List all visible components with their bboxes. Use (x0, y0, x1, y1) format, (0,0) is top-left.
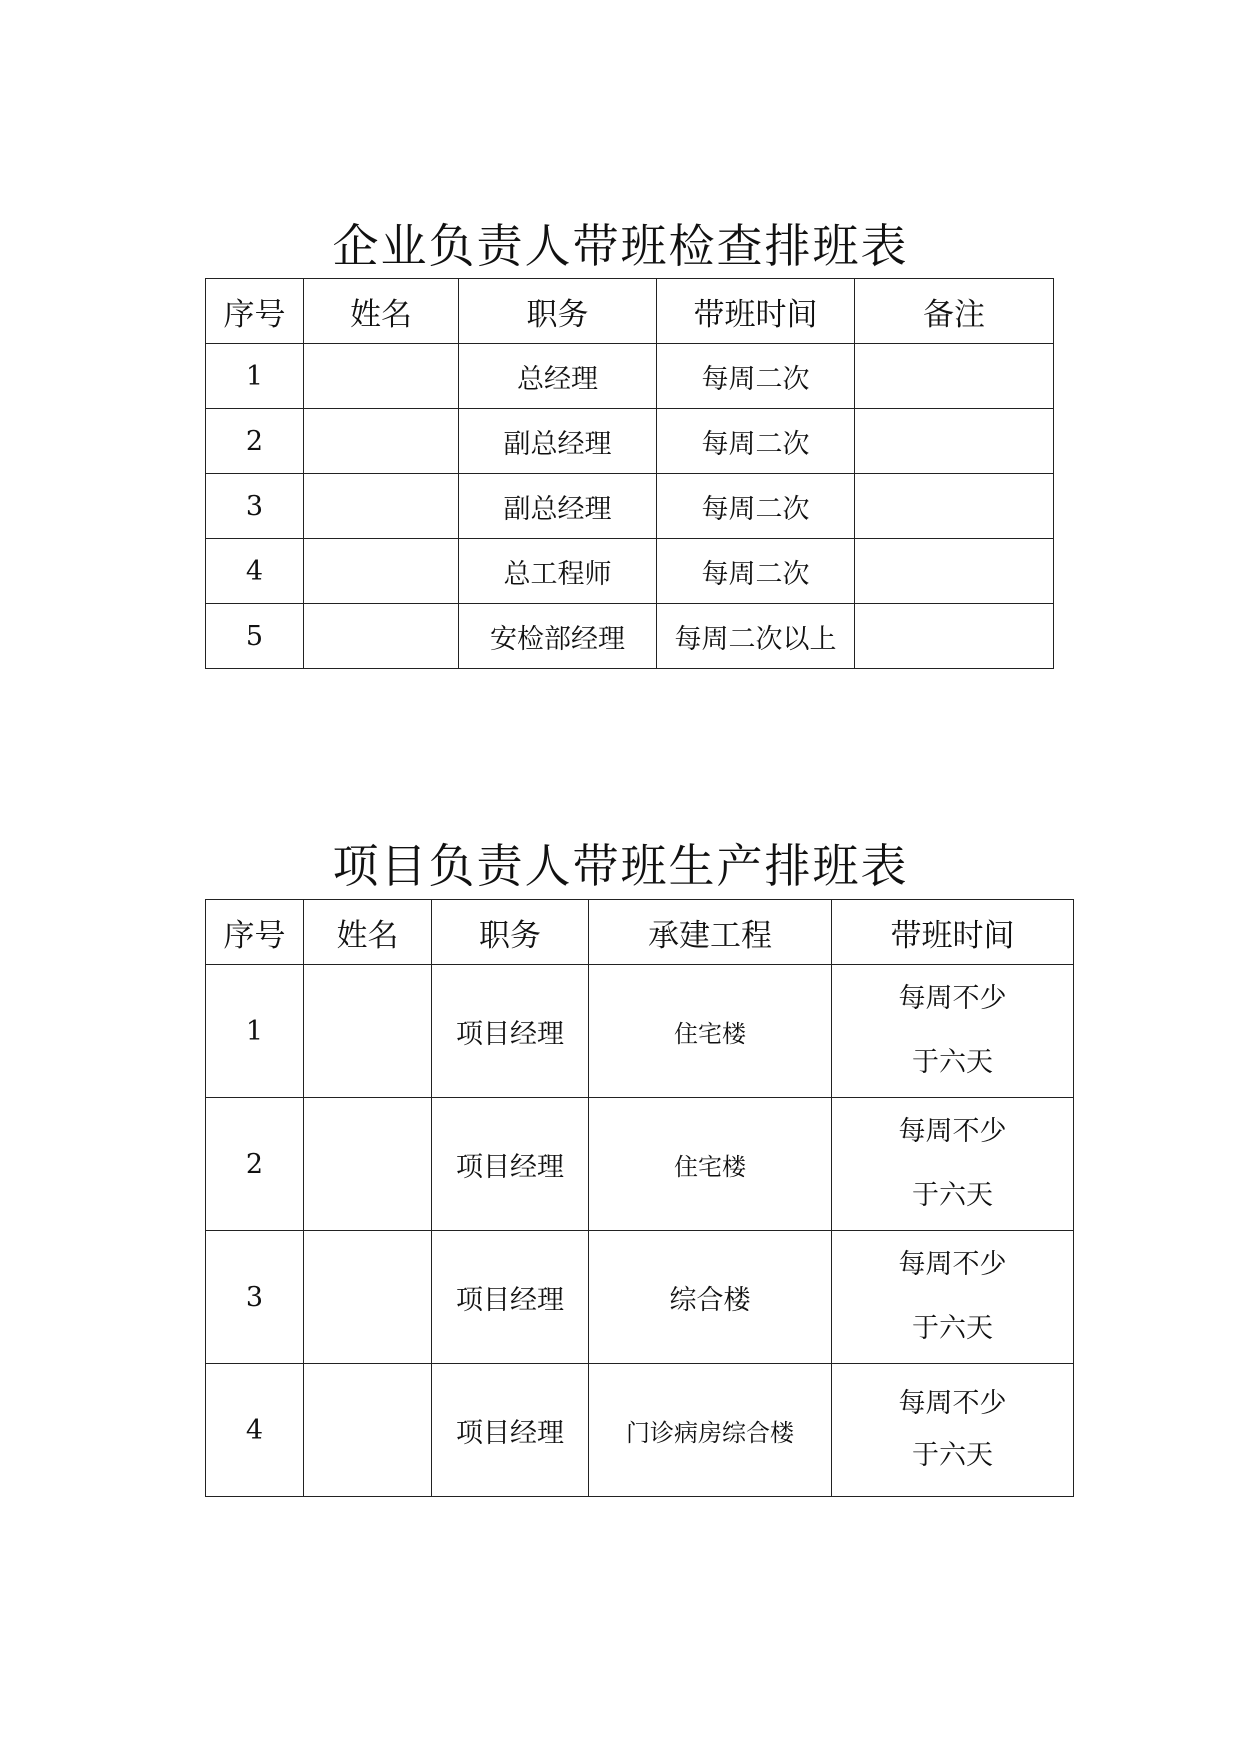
cell-no: 4 (206, 539, 304, 604)
cell-note (855, 474, 1054, 539)
header-no: 序号 (206, 279, 304, 344)
cell-name (304, 474, 459, 539)
cell-name (304, 539, 459, 604)
cell-position: 副总经理 (459, 474, 657, 539)
cell-no: 3 (206, 474, 304, 539)
cell-project: 住宅楼 (589, 1098, 832, 1231)
header-name: 姓名 (304, 279, 459, 344)
cell-position: 总工程师 (459, 539, 657, 604)
header-note: 备注 (855, 279, 1054, 344)
cell-time (832, 1231, 1074, 1364)
cell-position: 总经理 (459, 344, 657, 409)
cell-position: 项目经理 (432, 1231, 589, 1364)
cell-no: 4 (206, 1364, 304, 1497)
table-row (206, 604, 1054, 669)
table-row (206, 409, 1054, 474)
cell-note (855, 604, 1054, 669)
cell-name (304, 1364, 432, 1497)
table-header-row (206, 279, 1054, 344)
table-header-row (206, 900, 1074, 965)
cell-time-line2: 于六天 (912, 1440, 993, 1471)
table1-title: 企业负责人带班检查排班表 (332, 219, 909, 273)
cell-time: 每周二次 (657, 474, 855, 539)
table-row (206, 965, 1074, 1098)
cell-time-line2: 于六天 (912, 1047, 993, 1078)
cell-time-line1: 每周不少 (898, 1388, 1007, 1419)
table-row (206, 344, 1054, 409)
cell-note (855, 539, 1054, 604)
cell-time: 每周二次 (657, 539, 855, 604)
cell-no: 1 (206, 344, 304, 409)
project-production-schedule-table (205, 899, 1074, 1497)
cell-name (304, 965, 432, 1098)
cell-position: 项目经理 (432, 1098, 589, 1231)
cell-position: 安检部经理 (459, 604, 657, 669)
cell-time: 每周二次 (657, 344, 855, 409)
cell-time-line2: 于六天 (912, 1313, 993, 1344)
table-row (206, 1364, 1074, 1497)
cell-project: 门诊病房综合楼 (589, 1364, 832, 1497)
cell-time (832, 1098, 1074, 1231)
cell-project: 综合楼 (589, 1231, 832, 1364)
header-time: 带班时间 (832, 900, 1074, 965)
cell-time-line1: 每周不少 (898, 1249, 1007, 1280)
cell-name (304, 344, 459, 409)
header-no: 序号 (206, 900, 304, 965)
cell-position: 项目经理 (432, 1364, 589, 1497)
cell-position: 项目经理 (432, 965, 589, 1098)
table-row (206, 539, 1054, 604)
cell-time (832, 965, 1074, 1098)
table-row (206, 1231, 1074, 1364)
cell-project: 住宅楼 (589, 965, 832, 1098)
cell-name (304, 604, 459, 669)
cell-name (304, 1098, 432, 1231)
cell-no: 5 (206, 604, 304, 669)
cell-time-line1: 每周不少 (898, 983, 1007, 1014)
cell-time: 每周二次以上 (657, 604, 855, 669)
table-row (206, 474, 1054, 539)
header-position: 职务 (432, 900, 589, 965)
table-row (206, 1098, 1074, 1231)
cell-name (304, 1231, 432, 1364)
cell-name (304, 409, 459, 474)
cell-note (855, 409, 1054, 474)
cell-time-line1: 每周不少 (898, 1116, 1007, 1147)
cell-note (855, 344, 1054, 409)
cell-no: 2 (206, 409, 304, 474)
table2-title: 项目负责人带班生产排班表 (332, 839, 909, 893)
cell-time (832, 1364, 1074, 1497)
cell-time: 每周二次 (657, 409, 855, 474)
cell-no: 2 (206, 1098, 304, 1231)
header-position: 职务 (459, 279, 657, 344)
cell-position: 副总经理 (459, 409, 657, 474)
cell-time-line2: 于六天 (912, 1180, 993, 1211)
cell-no: 3 (206, 1231, 304, 1364)
header-time: 带班时间 (657, 279, 855, 344)
leader-inspection-schedule-table (205, 278, 1054, 669)
header-project: 承建工程 (589, 900, 832, 965)
header-name: 姓名 (304, 900, 432, 965)
cell-no: 1 (206, 965, 304, 1098)
